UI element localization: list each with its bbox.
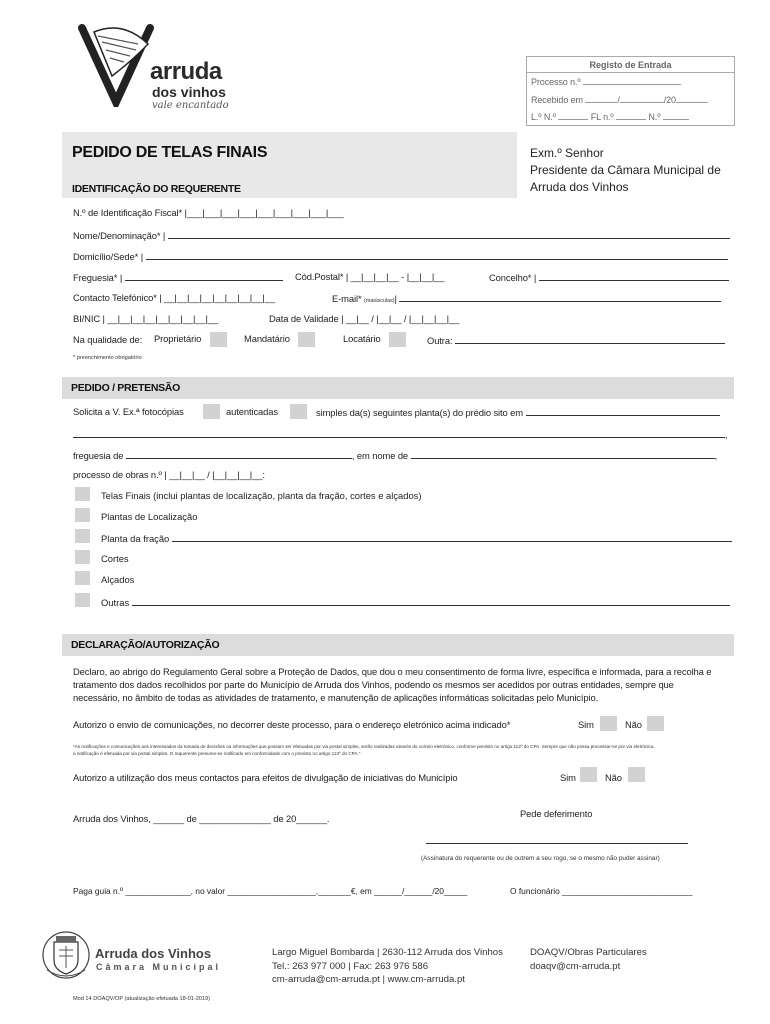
autorizo-email-label: Autorizo o envio de comunicações, no decorrer deste processo, para o endereço eletrónico acima indicado* <box>73 719 511 730</box>
locatario-label: Locatário <box>343 332 381 344</box>
registo-mes-field[interactable] <box>620 93 664 103</box>
signature-caption: (Assinatura do requerente ou de outrem a seu rogo, se o mesmo não puder assinar) <box>421 855 660 862</box>
fotocopias-checkbox[interactable] <box>203 404 220 419</box>
addressee-line3: Arruda dos Vinhos <box>530 180 629 194</box>
freguesia-pedido-label: freguesia de <box>73 450 124 461</box>
outras-checkbox[interactable] <box>75 593 90 607</box>
em-nome-comma: , <box>714 450 718 461</box>
concelho-label: Concelho* | <box>489 272 537 283</box>
registo-processo-field[interactable] <box>583 75 681 85</box>
predio-line2-row <box>73 428 728 440</box>
local-data-field[interactable]: Arruda dos Vinhos, ______ de ______________ de 20______. <box>73 813 330 824</box>
nif-row[interactable]: N.º de Identificação Fiscal* |___|___|___|___|___|___|___|___|___ <box>73 207 344 218</box>
signature-line[interactable] <box>426 843 688 844</box>
decl-heading: DECLARAÇÃO/AUTORIZAÇÃO <box>71 639 220 651</box>
form-model-code: Mod 14 DOAQV/OP (atualização efetuada 18-01-2019) <box>73 996 211 1002</box>
bi-field[interactable]: BI/NIC | __|__|__|__|__|__|__|__|__ <box>73 313 219 324</box>
autorizo-divulgacao-sim-checkbox[interactable] <box>580 767 597 782</box>
registo-ano-label: /20 <box>663 95 676 105</box>
proprietario-option <box>154 332 227 347</box>
registo-processo-label: Processo n.º <box>531 77 581 87</box>
predio-line2-field[interactable] <box>73 428 725 438</box>
pede-deferimento: Pede deferimento <box>520 808 593 819</box>
planta-fracao-row <box>101 532 732 544</box>
guia-row[interactable]: Paga guia n.º ______________, no valor ___________________,_______€, em ______/______/20_____ <box>73 886 468 896</box>
ident-heading: IDENTIFICAÇÃO DO REQUERENTE <box>72 183 241 195</box>
mandatario-option <box>244 332 315 347</box>
notification-footnote <box>73 743 737 757</box>
predio-sito-field[interactable] <box>526 406 720 416</box>
autenticadas-label: autenticadas <box>226 406 278 417</box>
outras-field[interactable] <box>132 596 730 606</box>
consent-paragraph <box>73 665 735 704</box>
domicilio-label: Domicílio/Sede* | <box>73 251 144 262</box>
processo-obras-field[interactable]: processo de obras n.º | __|__|__ / |__|__|__|__: <box>73 469 265 480</box>
autorizo-email-nao-checkbox[interactable] <box>647 716 664 731</box>
registo-livro-field[interactable] <box>558 110 588 120</box>
validade-field[interactable]: Data de Validade | __|__ / |__|__ / |__|__|__|__ <box>269 313 460 324</box>
addressee-line2: Presidente da Câmara Municipal de <box>530 163 721 177</box>
logo-tagline: vale encantado <box>152 100 229 111</box>
freguesia-label: Freguesia* | <box>73 272 123 283</box>
registo-fl-label: FL n.º <box>590 112 614 122</box>
freguesia-pedido-field[interactable] <box>126 449 352 459</box>
email-field[interactable] <box>399 292 721 302</box>
autorizo-divulgacao-nao-box[interactable] <box>628 767 645 782</box>
autenticadas-checkbox[interactable] <box>290 404 307 419</box>
obrigatorio-note: * preenchimento obrigatório <box>73 355 142 361</box>
footer-org-sub: Câmara Municipal <box>96 962 222 972</box>
simples-row <box>316 406 720 418</box>
pedido-section-header <box>62 377 734 399</box>
cortes-label: Cortes <box>101 553 129 564</box>
outras-label: Outras <box>101 597 130 608</box>
plantas-localizacao-label: Plantas de Localização <box>101 511 198 522</box>
consent-line3: necessário, no âmbito de todas as atividades de tratamento, e manutenção de aplicações informáticas solicitadas pelo Município. <box>73 692 599 703</box>
freguesia-pedido-row <box>73 449 717 461</box>
proprietario-checkbox[interactable] <box>210 332 227 347</box>
registo-recebido-row <box>531 93 708 105</box>
footer-org-name: Arruda dos Vinhos <box>95 946 212 961</box>
decl-section-header <box>62 634 734 656</box>
concelho-field[interactable] <box>539 271 729 281</box>
plantas-localizacao-checkbox[interactable] <box>75 508 90 522</box>
outra-option <box>427 334 725 346</box>
qualidade-label: Na qualidade de: <box>73 334 143 345</box>
registo-recebido-label: Recebido em <box>531 95 583 105</box>
registo-processo-row <box>531 75 681 87</box>
em-nome-field[interactable] <box>411 449 715 459</box>
freguesia-field[interactable] <box>125 271 283 281</box>
footer-address-line1: Largo Miguel Bombarda | 2630-112 Arruda dos Vinhos <box>272 947 503 958</box>
registo-livro-label: L.º N.º <box>531 112 556 122</box>
footer-dept-name: DOAQV/Obras Particulares <box>530 947 647 958</box>
freguesia-row <box>73 271 283 283</box>
email-row: E-mail* (maiúsculas)| <box>332 292 721 304</box>
municipal-coat-of-arms-icon <box>41 930 91 980</box>
registo-livro-row <box>531 110 689 122</box>
footer-address <box>272 946 503 987</box>
page-title: PEDIDO DE TELAS FINAIS <box>72 144 268 161</box>
nome-field[interactable] <box>168 229 730 239</box>
logo-subname: dos vinhos <box>152 84 226 100</box>
locatario-option <box>343 332 406 347</box>
registo-n-field[interactable] <box>663 110 689 120</box>
footer-department <box>530 946 647 973</box>
proprietario-label: Proprietário <box>154 332 202 344</box>
telas-finais-checkbox[interactable] <box>75 487 90 501</box>
autorizo-email-sim-label: Sim <box>578 719 594 730</box>
registo-dia-field[interactable] <box>585 93 620 105</box>
footnote-line2: a notificação é efetuada por via postal simples. O requerente presume-se notificado em conformidade com o previsto no artigo 113º do CPA." <box>73 751 361 756</box>
mandatario-label: Mandatário <box>244 332 290 344</box>
registo-n-label: N.º <box>648 112 661 122</box>
autorizo-divulgacao-sim-label: Sim <box>560 772 576 783</box>
registo-entrada-box <box>526 56 735 126</box>
registo-slash: / <box>617 95 620 105</box>
planta-fracao-label: Planta da fração <box>101 533 170 544</box>
logo-emblem-icon <box>78 22 158 107</box>
locatario-checkbox[interactable] <box>389 332 406 347</box>
footer-address-line3[interactable]: cm-arruda@cm-arruda.pt | www.cm-arruda.pt <box>272 974 465 985</box>
nome-label: Nome/Denominação* | <box>73 230 166 241</box>
registo-title: Registo de Entrada <box>589 60 672 70</box>
em-nome-label: , em nome de <box>351 450 409 461</box>
autorizo-divulgacao-label: Autorizo a utilização dos meus contactos para efeitos de divulgação de iniciativas do Município <box>73 772 458 783</box>
autorizo-divulgacao-nao-label: Não <box>605 772 622 783</box>
municipal-logo <box>78 22 248 112</box>
consent-line1: Declaro, ao abrigo do Regulamento Geral sobre a Proteção de Dados, que dou o meu consentimento de forma livre, específica e informada, para a recolha e <box>73 666 712 677</box>
planta-fracao-checkbox[interactable] <box>75 529 90 543</box>
outra-label: Outra: <box>427 335 453 346</box>
contacto-field[interactable]: Contacto Telefónico* | __|__|__|__|__|__|__|__|__ <box>73 292 275 303</box>
footer-dept-email[interactable]: doaqv@cm-arruda.pt <box>530 960 621 972</box>
addressee-line1: Exm.º Senhor <box>530 146 604 160</box>
simples-label: simples da(s) seguintes planta(s) do prédio sito em <box>316 407 523 418</box>
footnote-line1: *As notificações e comunicações aos interessados da tomada de decisões ou informações que possam ser efetuadas por via postal simples, serão realizadas através do correio eletrónico, conforme previsto no artigo 112º do CPA. Sempre que não possa processar-se por via eletrónica, <box>73 744 655 749</box>
email-label: E-mail* <box>332 293 362 304</box>
outras-row <box>101 596 730 608</box>
logo-name: arruda <box>150 58 222 85</box>
pedido-heading: PEDIDO / PRETENSÃO <box>71 382 180 394</box>
telas-finais-label: Telas Finais (inclui plantas de localização, planta da fração, cortes e alçados) <box>101 490 422 501</box>
alcados-checkbox[interactable] <box>75 571 90 585</box>
nome-row <box>73 229 730 241</box>
autorizo-email-sim-checkbox[interactable] <box>600 716 617 731</box>
alcados-label: Alçados <box>101 574 135 585</box>
cortes-checkbox[interactable] <box>75 550 90 564</box>
consent-line2: tratamento dos dados recolhidos por parte do Município de Arruda dos Vinhos, podendo os mesmos ser acedidos por outras entidades, sempre que <box>73 679 674 690</box>
predio-comma: , <box>725 429 728 440</box>
email-note: (maiúsculas) <box>364 298 395 304</box>
domicilio-field[interactable] <box>146 250 728 260</box>
outra-field[interactable] <box>455 334 725 344</box>
funcionario-field[interactable]: O funcionário ____________________________ <box>510 886 693 896</box>
domicilio-row <box>73 250 728 262</box>
mandatario-checkbox[interactable] <box>298 332 315 347</box>
footer-address-line2: Tel.: 263 977 000 | Fax: 263 976 586 <box>272 960 429 972</box>
planta-fracao-field[interactable] <box>172 532 732 542</box>
concelho-row <box>489 271 729 283</box>
codpostal-field[interactable]: Cód.Postal* | __|__|__|__ - |__|__|__ <box>295 271 445 282</box>
registo-fl-field[interactable] <box>616 110 646 120</box>
solicita-label: Solicita a V. Ex.ª fotocópias <box>73 406 184 417</box>
addressee <box>517 132 734 198</box>
registo-ano-field[interactable] <box>676 93 708 103</box>
autorizo-email-nao-label: Não <box>625 719 642 730</box>
